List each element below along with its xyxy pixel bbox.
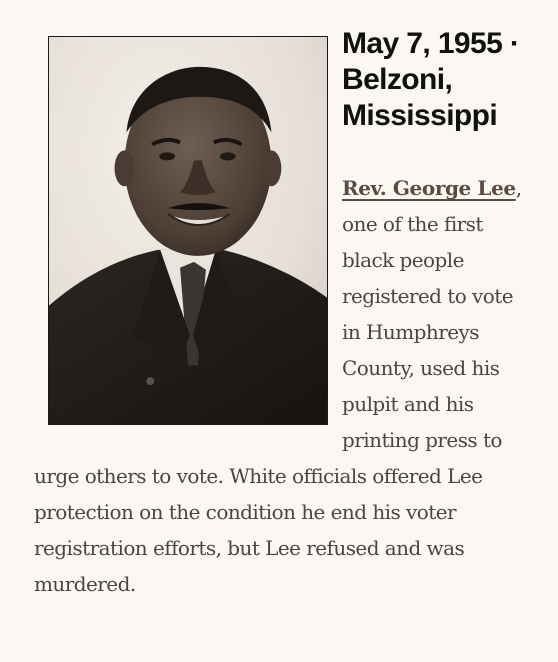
body-line-comma: , xyxy=(515,176,522,200)
body-line-4: registered to vote xyxy=(342,284,514,308)
heading-state: Mississippi xyxy=(342,99,498,132)
body-line-2: one of the first xyxy=(342,212,483,236)
body-line-8: printing press to xyxy=(342,428,502,452)
body-line-7: pulpit and his xyxy=(342,392,474,416)
portrait-photo-icon xyxy=(49,37,327,424)
body-line-5: in Humphreys xyxy=(342,320,479,344)
event-heading xyxy=(342,26,554,134)
body-line-9: urge others to vote. White officials offered Lee xyxy=(34,464,483,488)
body-line-11: registration efforts, but Lee refused and was xyxy=(34,536,465,560)
body-line-3: black people xyxy=(342,248,464,272)
body-line-12: murdered. xyxy=(34,572,136,596)
body-line-10: protection on the condition he end his voter xyxy=(34,500,457,524)
heading-date: May 7, 1955 · xyxy=(342,27,520,60)
portrait-photo xyxy=(48,36,328,425)
body-line-6: County, used his xyxy=(342,356,500,380)
body-line-1 xyxy=(342,176,522,200)
person-link[interactable]: Rev. George Lee xyxy=(342,176,516,200)
heading-city: Belzoni, xyxy=(342,63,453,96)
